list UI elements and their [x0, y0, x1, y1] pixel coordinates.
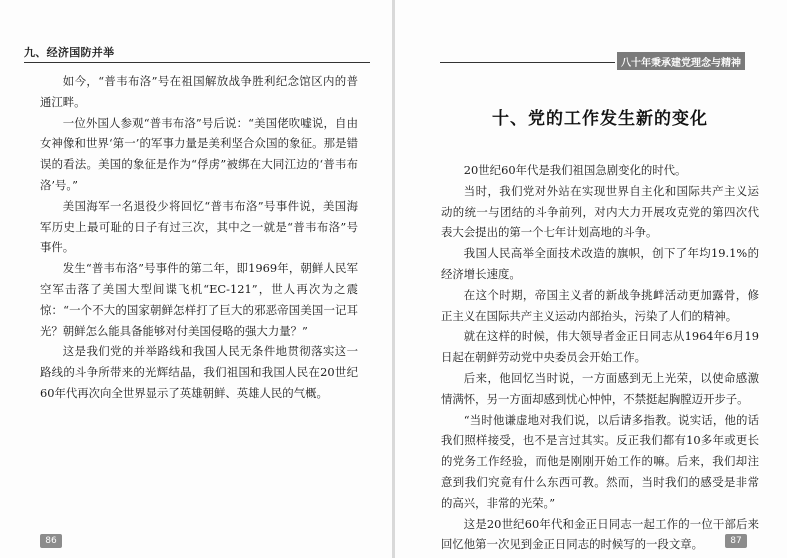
left-page [0, 0, 392, 558]
paragraph: 我国人民高举全面技术改造的旗帜，创下了年均19.1%的经济增长速度。 [441, 246, 759, 281]
paragraph: 发生“普韦布洛”号事件的第二年，即1969年，朝鲜人民军空军击落了美国大型间谍飞机“EC-121”，世人再次为之震惊：“一个不大的国家朝鲜怎样打了巨大的邪恶帝国美国一记耳光？朝鲜怎么能具备能够对付美国侵略的强大力量？” [40, 261, 358, 338]
paragraph: 这是20世纪60年代和金正日同志一起工作的一位干部后来回忆他第一次见到金正日同志的时候写的一段文章。 [441, 516, 759, 552]
page-number-right: 87 [725, 534, 747, 548]
paragraph: 如今，“普韦布洛”号在祖国解放战争胜利纪念馆区内的普通江畔。 [40, 74, 358, 109]
paragraph: 一位外国人参观“普韦布洛”号后说：“美国佬吹嘘说，自由女神像和世界‘第一’的军事力量是美利坚合众国的象征。那是错误的看法。美国的象征是作为“俘虏”被绑在大同江边的‘普韦布洛’号。” [40, 115, 358, 192]
paragraph: 就在这样的时候，伟大领导者金正日同志从1964年6月19日起在朝鲜劳动党中央委员会开始工作。 [441, 329, 759, 365]
left-body-text [40, 71, 358, 404]
running-head-left: 九、经济国防并举 [24, 46, 115, 59]
page-number-left: 86 [40, 534, 62, 548]
paragraph: 美国海军一名退役少将回忆“普韦布洛”号事件说，美国海军历史上最可耻的日子有过三次，其中之一就是“普韦布洛”号事件。 [40, 198, 358, 255]
paragraph: 后来，他回忆当时说，一方面感到无上光荣，以使命感激情满怀，另一方面却感到忧心忡忡，不禁挺起胸膛迈开步子。 [441, 370, 759, 406]
paragraph: 当时，我们党对外站在实现世界自主化和国际共产主义运动的统一与团结的斗争前列，对内大力开展攻克党的第四次代表大会提出的第一个七年计划高地的斗争。 [441, 183, 759, 240]
paragraph: 在这个时期，帝国主义者的新战争挑衅活动更加露骨，修正主义在国际共产主义运动内部抬头，污染了人们的精神。 [441, 287, 759, 323]
right-page [395, 0, 787, 558]
paragraph: 这是我们党的并举路线和我国人民无条件地贯彻落实这一路线的斗争所带来的光辉结晶，我们祖国和我国人民在20世纪60年代再次向全世界显示了英雄朝鲜、英雄人民的气概。 [40, 344, 358, 400]
header-rule-left [24, 62, 370, 63]
header-rule-right [440, 62, 615, 63]
chapter-title: 十、党的工作发生新的变化 [492, 109, 708, 129]
right-body-text [441, 160, 759, 555]
paragraph: 20世纪60年代是我们祖国急剧变化的时代。 [463, 163, 687, 177]
paragraph: “当时他谦虚地对我们说，以后请多指教。说实话，他的话我们照样接受，也不是言过其实。反正我们都有10多年或更长的党务工作经验，而他是刚刚开始工作的嘛。后来，我们却注意到我们究竟有什么东西可教。然而，当时我们的感受是非常的高兴，非常的光荣。” [441, 412, 759, 510]
running-head-right: 八十年秉承建党理念与精神 [617, 52, 745, 70]
